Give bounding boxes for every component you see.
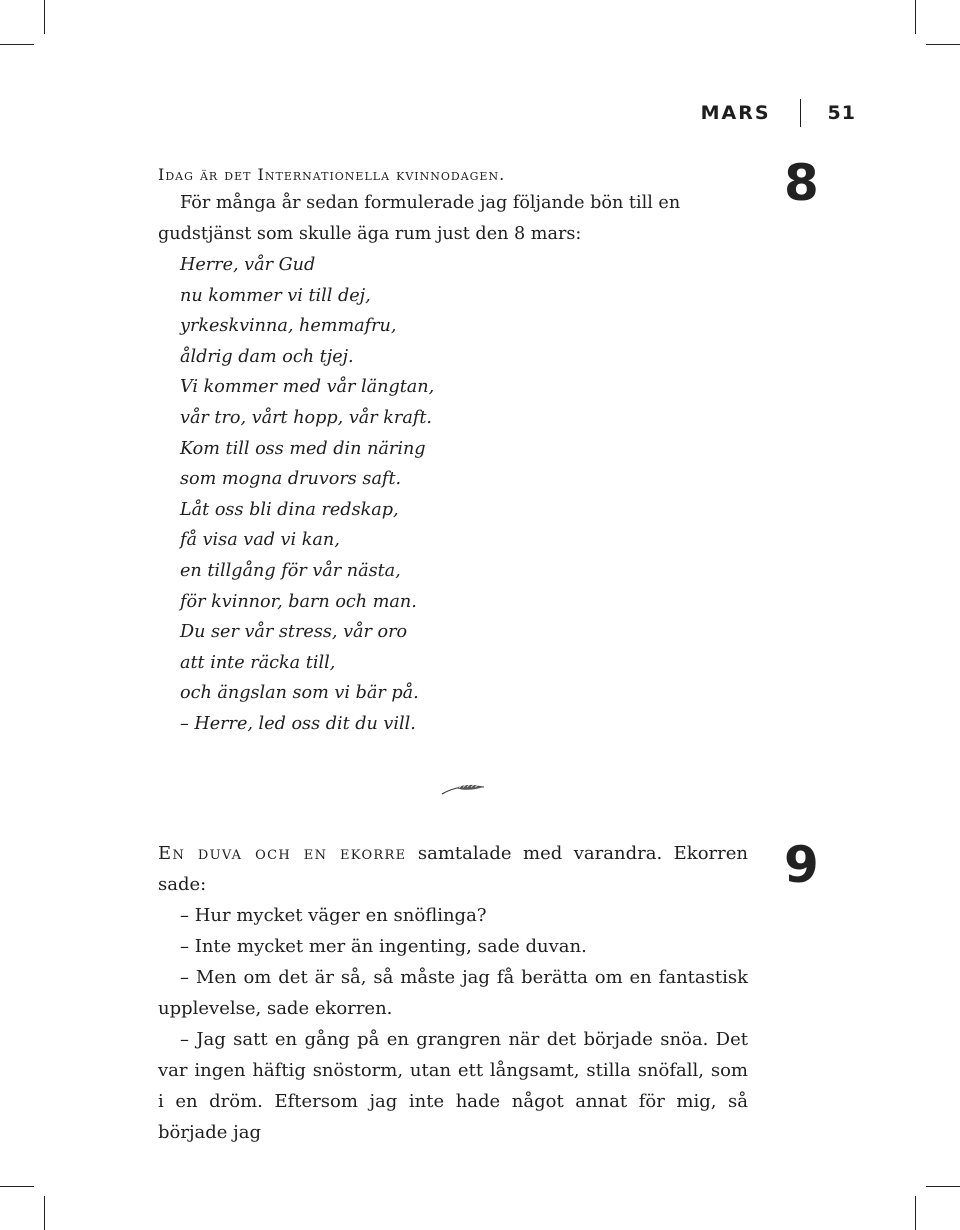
feather-ornament-icon	[440, 782, 486, 796]
poem-line: yrkeskvinna, hemmafru,	[180, 316, 397, 337]
entry-paragraph	[158, 838, 748, 900]
crop-mark	[0, 44, 34, 45]
running-header	[701, 99, 856, 127]
poem-line: – Herre, led oss dit du vill.	[180, 713, 416, 734]
poem-line: Du ser vår stress, vår oro	[180, 622, 408, 643]
day-number: 9	[784, 836, 819, 894]
crop-mark	[915, 1196, 916, 1230]
poem-line: Vi kommer med vår längtan,	[180, 377, 435, 398]
crop-mark	[0, 1186, 34, 1187]
header-month: MARS	[700, 102, 771, 124]
poem-line: för kvinnor, barn och man.	[180, 591, 417, 612]
dialogue-line: – Hur mycket väger en snöflinga?	[180, 905, 487, 926]
entry-march-8	[158, 162, 748, 740]
poem-line: Herre, vår Gud	[180, 255, 316, 275]
crop-mark	[915, 0, 916, 34]
day-number: 8	[784, 154, 819, 212]
poem-line: få visa vad vi kan,	[180, 530, 340, 551]
prayer-poem	[158, 250, 748, 740]
crop-mark	[44, 1196, 45, 1230]
poem-line: åldrig dam och tjej.	[180, 346, 354, 367]
crop-mark	[44, 0, 45, 34]
poem-line: vår tro, vårt hopp, vår kraft.	[180, 407, 432, 428]
poem-line: en tillgång för vår nästa,	[180, 560, 401, 581]
entry-lead-in: En duva och en ekorre	[158, 843, 407, 864]
dialogue-line: – Inte mycket mer än ingenting, sade duvan.	[180, 936, 587, 957]
crop-mark	[926, 44, 960, 45]
entry-march-9	[158, 838, 748, 1148]
poem-line: Låt oss bli dina redskap,	[180, 499, 399, 520]
header-divider	[800, 99, 801, 127]
dialogue-line: – Men om det är så, så måste jag få berätta om en fantastisk upplevelse, sade ekorren.	[158, 967, 748, 1019]
entry-intro: För många år sedan formulerade jag följande bön till en gudstjänst som skulle äga rum just den 8 mars:	[158, 193, 681, 244]
poem-line: att inte räcka till,	[180, 652, 336, 673]
poem-line: Kom till oss med din näring	[180, 438, 426, 459]
poem-line: som mogna druvors saft.	[180, 469, 402, 490]
poem-line: nu kommer vi till dej,	[180, 285, 371, 306]
entry-text: samtalade med varandra. Ekorren sade:	[158, 843, 748, 895]
poem-line: och ängslan som vi bär på.	[180, 683, 419, 704]
crop-mark	[926, 1186, 960, 1187]
page-number: 51	[827, 102, 856, 124]
entry-heading: Idag är det Internationella kvinnodagen.	[158, 165, 506, 184]
dialogue-line: – Jag satt en gång på en grangren när det började snöa. Det var ingen häftig snöstorm, utan ett långsamt, stilla snöfall, som i en dröm. Eftersom jag inte hade något annat för mig, så började jag	[158, 1029, 748, 1143]
